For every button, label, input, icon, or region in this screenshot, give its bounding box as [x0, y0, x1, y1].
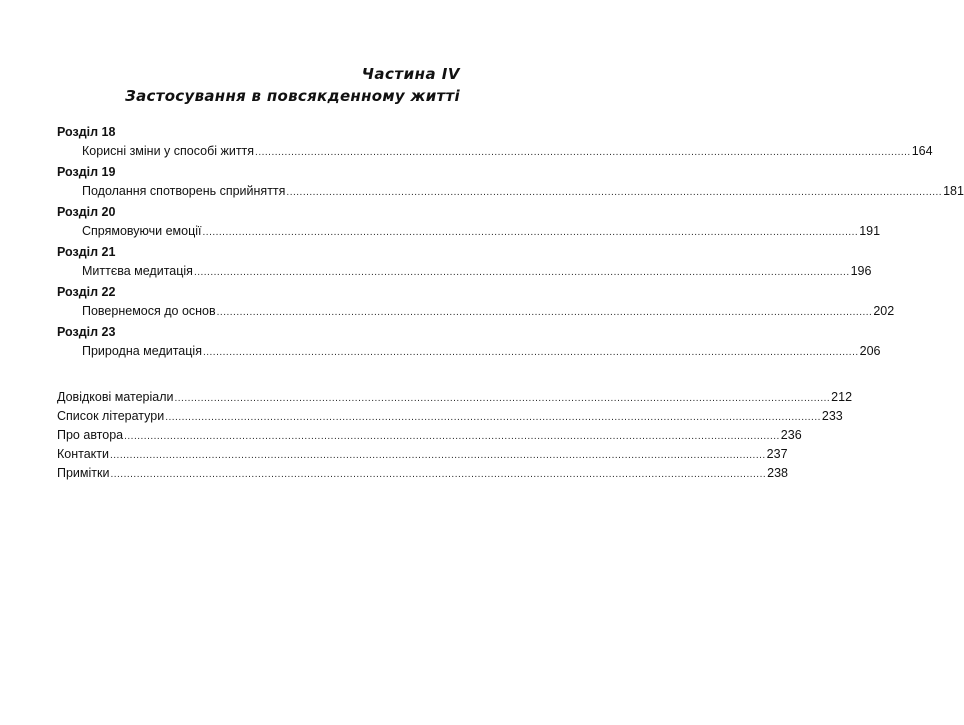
toc-entry-page: 191	[859, 224, 881, 238]
chapter-heading: Розділ 20	[57, 205, 116, 219]
toc-entry-page: 202	[873, 304, 895, 318]
leader-dots: ........................................................................................................................................................................................................	[124, 431, 780, 442]
toc-entry-title: Список літератури	[57, 409, 165, 423]
part-title: Застосування в повсякденному житті	[125, 87, 460, 105]
toc-entry[interactable]	[57, 182, 964, 201]
leader-dots: ........................................................................................................................................................................................................	[193, 267, 850, 278]
chapter-heading: Розділ 22	[57, 285, 116, 299]
toc-entry-page: 238	[767, 466, 788, 480]
leader-dots: ........................................................................................................................................................................................................	[110, 469, 767, 480]
leader-dots: ........................................................................................................................................................................................................	[202, 227, 859, 238]
toc-entry-page: 237	[766, 447, 788, 461]
leader-dots: ........................................................................................................................................................................................................	[286, 187, 943, 198]
chapter-heading: Розділ 19	[57, 165, 116, 179]
toc-entry[interactable]	[57, 222, 881, 241]
leader-dots: ........................................................................................................................................................................................................	[110, 450, 766, 461]
toc-entry-title: Про автора	[57, 428, 124, 442]
toc-entry[interactable]	[57, 142, 933, 161]
toc-entry-page: 233	[821, 409, 843, 423]
toc-entry[interactable]	[57, 464, 788, 483]
toc-entry-title: Подолання спотворень сприйняття	[82, 184, 286, 198]
toc-entry-page: 164	[911, 144, 933, 158]
chapter-heading: Розділ 18	[57, 125, 116, 139]
chapter-heading: Розділ 23	[57, 325, 116, 339]
toc-entry[interactable]	[57, 262, 872, 281]
back-matter	[57, 388, 853, 483]
toc-entry-title: Природна медитація	[82, 344, 202, 358]
toc-entry-title: Корисні зміни у способі життя	[82, 144, 255, 158]
toc-entry[interactable]	[57, 445, 788, 464]
leader-dots: ........................................................................................................................................................................................................	[216, 307, 873, 318]
leader-dots: ........................................................................................................................................................................................................	[165, 412, 821, 423]
toc-entry-title: Миттєва медитація	[82, 264, 193, 278]
toc-entry-title: Довідкові матеріали	[57, 390, 174, 404]
part-label: Частина IV	[361, 65, 460, 83]
toc-entry-title: Контакти	[57, 447, 109, 461]
toc-entry[interactable]	[57, 426, 802, 445]
leader-dots: ........................................................................................................................................................................................................	[174, 393, 831, 404]
leader-dots: ........................................................................................................................................................................................................	[255, 147, 911, 158]
chapter-heading: Розділ 21	[57, 245, 116, 259]
toc-entry-title: Спрямовуючи емоції	[82, 224, 202, 238]
table-of-contents	[57, 123, 964, 483]
toc-entry-page: 206	[859, 344, 881, 358]
toc-entry-title: Повернемося до основ	[82, 304, 216, 318]
toc-entry[interactable]	[57, 388, 853, 407]
toc-entry-title: Примітки	[57, 466, 110, 480]
toc-entry-page: 212	[831, 390, 853, 404]
toc-entry[interactable]	[57, 407, 843, 426]
toc-entry[interactable]	[57, 342, 881, 361]
toc-entry-page: 181	[943, 184, 964, 198]
leader-dots: ........................................................................................................................................................................................................	[202, 347, 859, 358]
toc-entry[interactable]	[57, 302, 895, 321]
part-header	[125, 64, 460, 106]
toc-entry-page: 236	[780, 428, 802, 442]
toc-entry-page: 196	[850, 264, 872, 278]
